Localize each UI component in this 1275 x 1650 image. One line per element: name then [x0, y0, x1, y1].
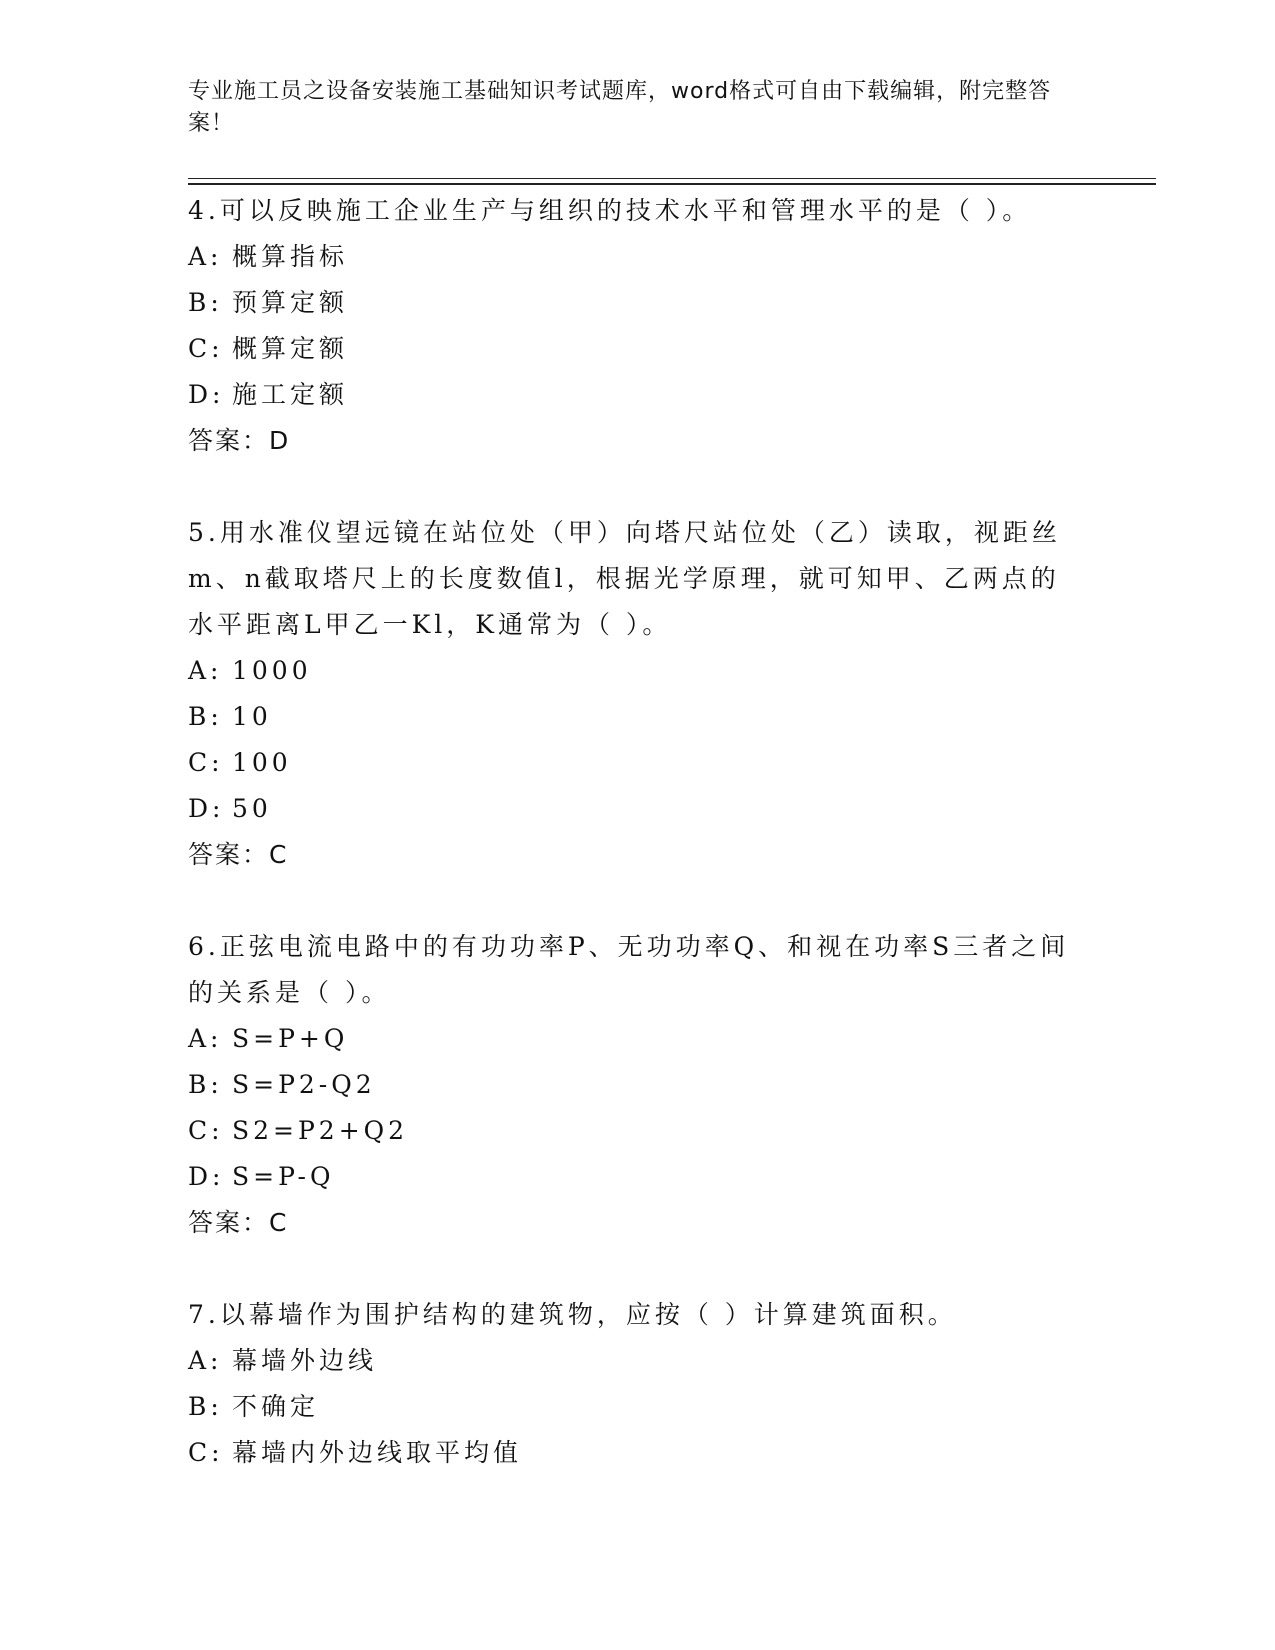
option-a	[188, 648, 1088, 694]
option-text: S=P2-Q2	[232, 1070, 376, 1099]
option-b	[188, 1062, 1088, 1108]
option-key: C:	[188, 1116, 224, 1145]
option-c	[188, 326, 1088, 372]
option-key: C:	[188, 334, 224, 363]
question-7	[188, 1292, 1088, 1476]
option-text: 幕墙外边线	[232, 1346, 378, 1375]
question-text: 7.以幕墙作为围护结构的建筑物，应按（ ）计算建筑面积。	[188, 1300, 957, 1329]
header-divider-thin	[188, 178, 1156, 179]
option-key: D:	[188, 380, 225, 409]
option-text: 50	[232, 794, 272, 823]
answer-line: 答案：D	[188, 426, 291, 455]
option-text: 概算指标	[232, 242, 349, 271]
answer-line: 答案：C	[188, 1208, 289, 1237]
option-key: A:	[188, 242, 223, 271]
option-b	[188, 694, 1088, 740]
option-key: A:	[188, 1024, 223, 1053]
questions-list	[188, 188, 1088, 1476]
option-key: C:	[188, 748, 224, 777]
option-c	[188, 1108, 1088, 1154]
option-key: A:	[188, 1346, 223, 1375]
document-header: 专业施工员之设备安装施工基础知识考试题库，word格式可自由下载编辑，附完整答案！	[188, 79, 1052, 136]
option-key: D:	[188, 1162, 225, 1191]
option-key: B:	[188, 1392, 223, 1421]
question-5	[188, 510, 1088, 878]
option-a	[188, 234, 1088, 280]
option-text: 10	[232, 702, 272, 731]
option-text: S=P-Q	[232, 1162, 335, 1191]
option-text: 幕墙内外边线取平均值	[232, 1438, 523, 1467]
option-a	[188, 1338, 1088, 1384]
option-text: S=P+Q	[232, 1024, 349, 1053]
answer-line: 答案：C	[188, 840, 289, 869]
option-d	[188, 372, 1088, 418]
option-key: B:	[188, 702, 223, 731]
option-text: 预算定额	[232, 288, 349, 317]
question-text: 6.正弦电流电路中的有功功率P、无功功率Q、和视在功率S三者之间的关系是（ ）。	[188, 932, 1070, 1007]
option-text: 100	[232, 748, 292, 777]
option-text: 不确定	[232, 1392, 320, 1421]
header-divider-thick	[188, 183, 1156, 185]
question-text: 5.用水准仪望远镜在站位处（甲）向塔尺站位处（乙）读取，视距丝m、n截取塔尺上的长度数值l，根据光学原理，就可知甲、乙两点的水平距离L甲乙一Kl，K通常为（ ）。	[188, 518, 1061, 639]
option-text: S2=P2+Q2	[232, 1116, 409, 1145]
option-key: B:	[188, 1070, 223, 1099]
option-d	[188, 1154, 1088, 1200]
option-d	[188, 786, 1088, 832]
question-4	[188, 188, 1088, 464]
option-c	[188, 740, 1088, 786]
option-a	[188, 1016, 1088, 1062]
option-key: B:	[188, 288, 223, 317]
option-b	[188, 1384, 1088, 1430]
question-6	[188, 924, 1088, 1246]
option-text: 1000	[232, 656, 312, 685]
option-text: 施工定额	[232, 380, 349, 409]
option-c	[188, 1430, 1088, 1476]
question-text: 4.可以反映施工企业生产与组织的技术水平和管理水平的是（ ）。	[188, 196, 1032, 225]
option-key: C:	[188, 1438, 224, 1467]
option-key: A:	[188, 656, 223, 685]
option-b	[188, 280, 1088, 326]
option-text: 概算定额	[232, 334, 349, 363]
option-key: D:	[188, 794, 225, 823]
